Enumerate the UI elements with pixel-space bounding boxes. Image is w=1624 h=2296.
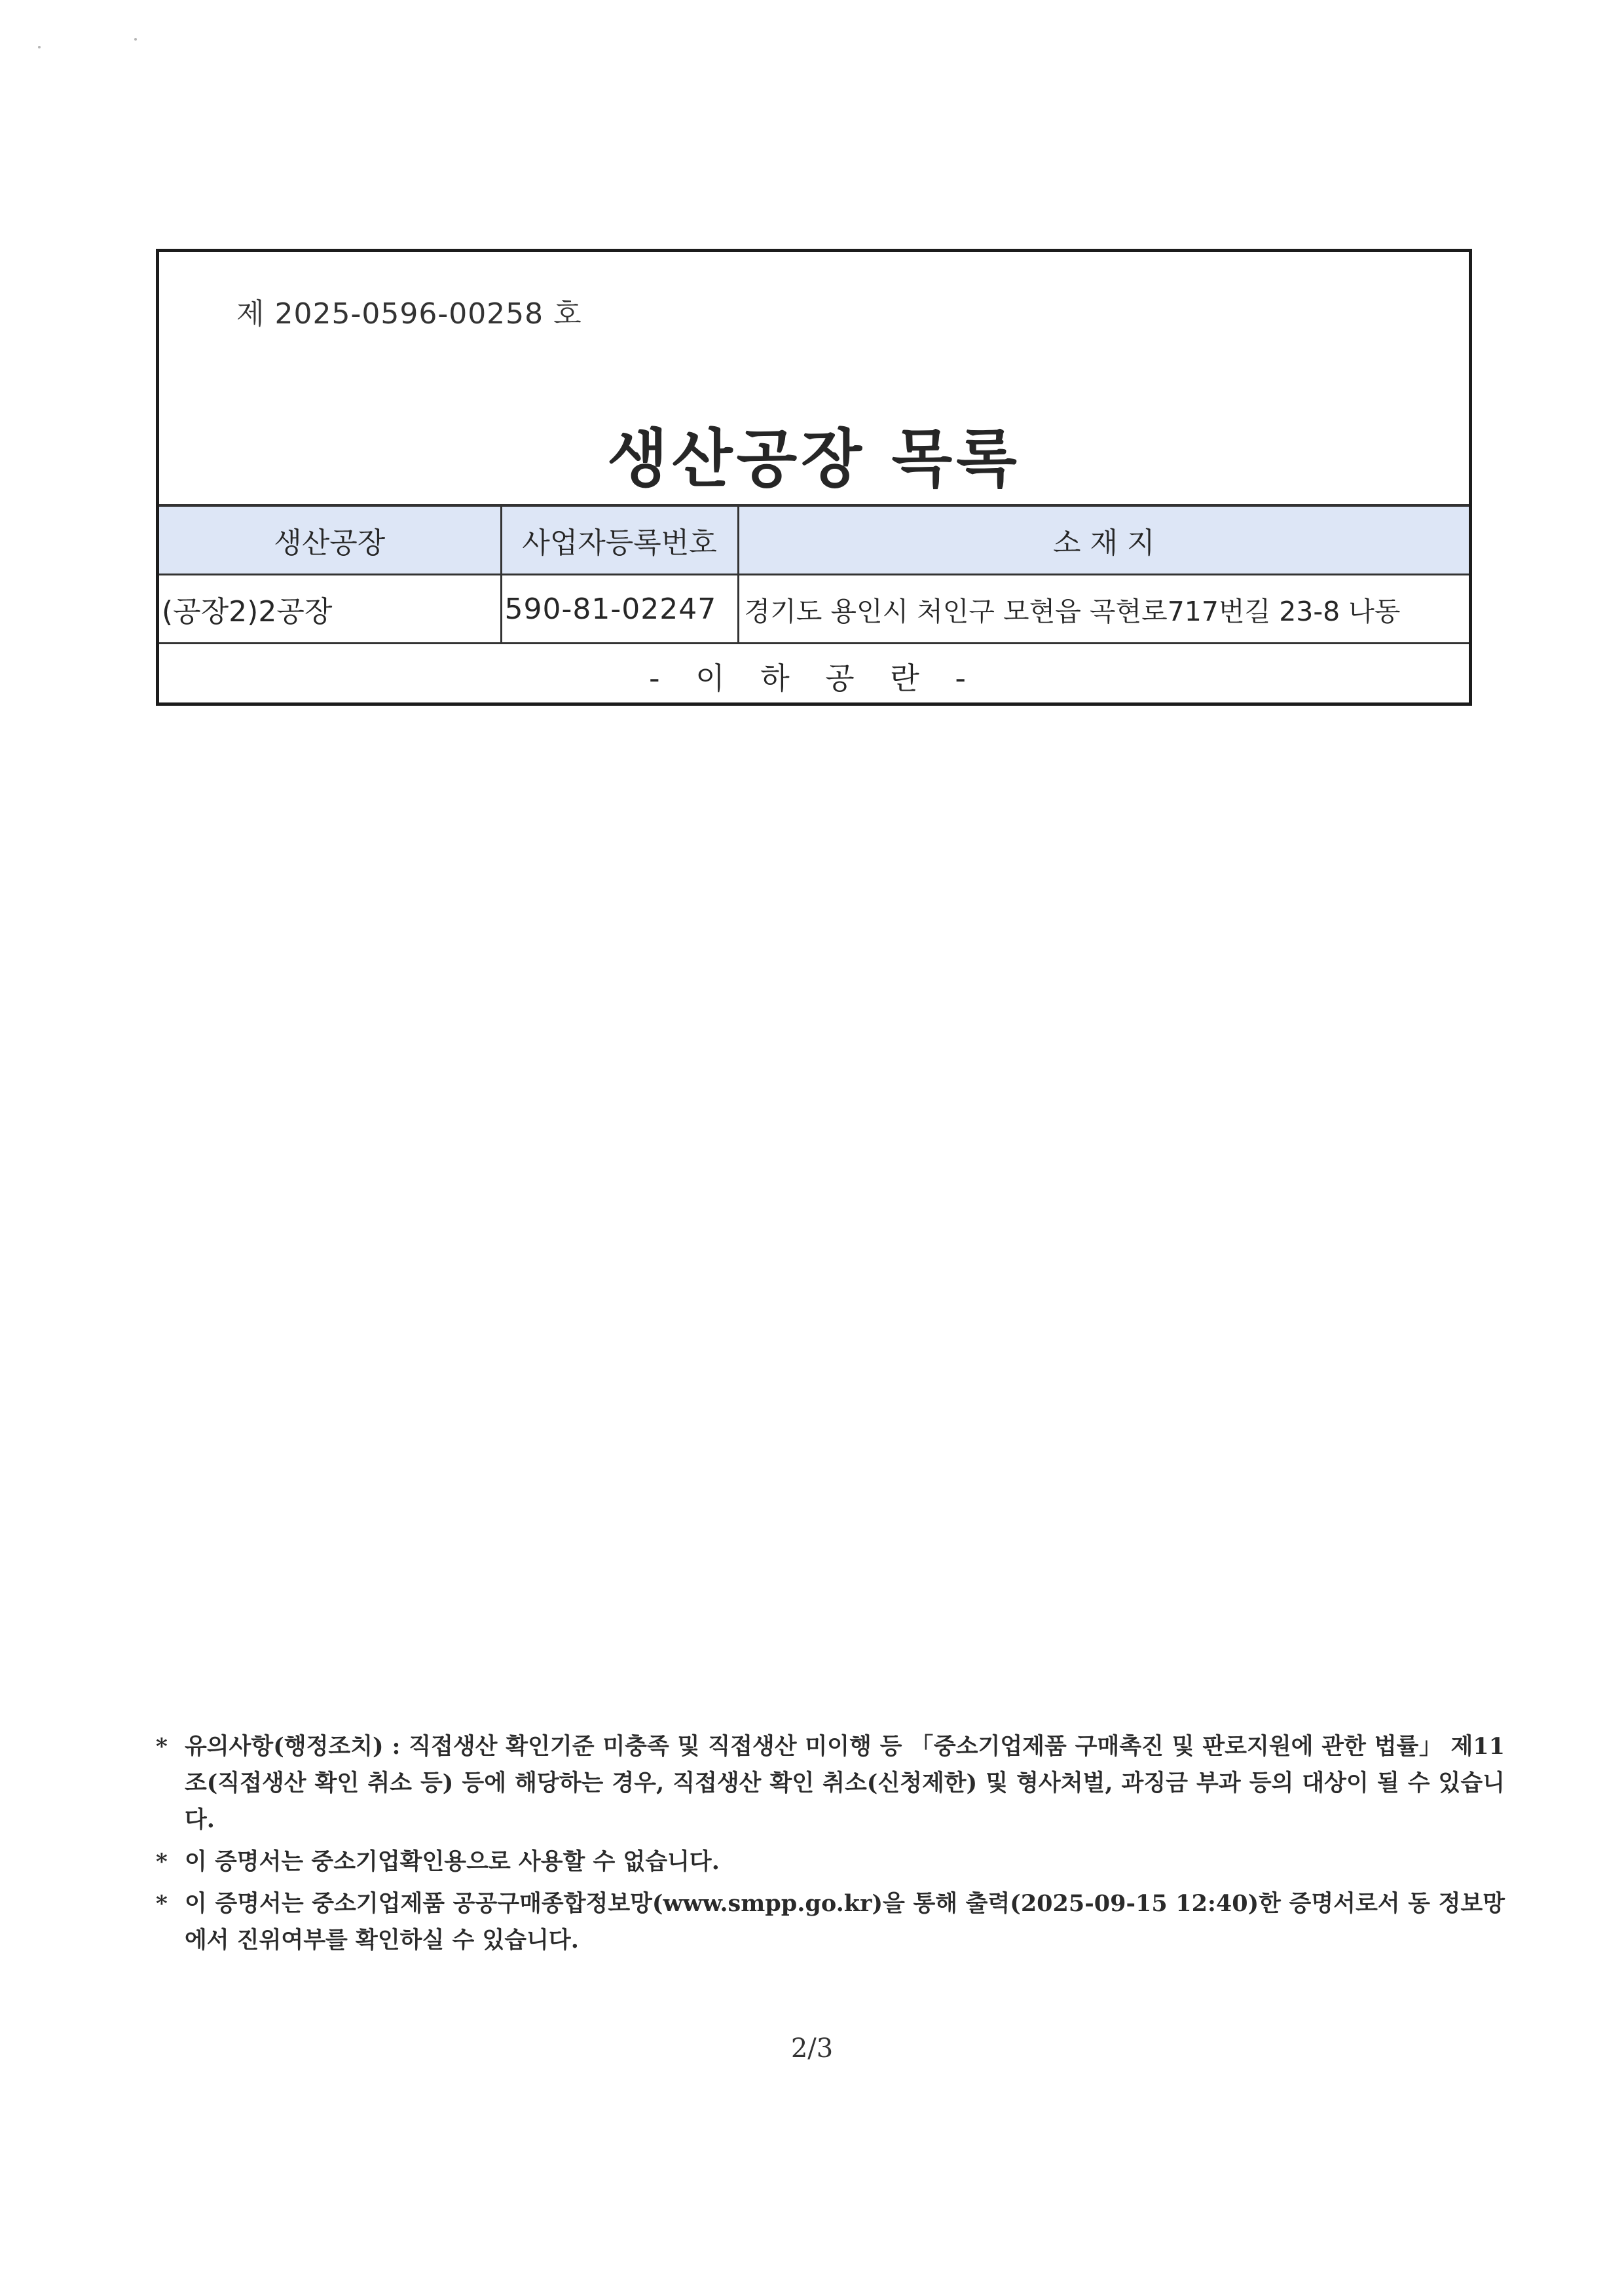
header-factory: 생산공장	[159, 505, 501, 575]
note-text: 이 증명서는 중소기업제품 공공구매종합정보망(www.smpp.go.kr)을 통해 출력(2025-09-15 12:40)한 증명서로서 동 정보망에서 진위여부를 확인하실 수 있습니다.	[185, 1890, 1505, 1954]
scan-speck	[134, 38, 137, 41]
note-item	[156, 1844, 1505, 1880]
table-header-row	[159, 505, 1469, 575]
scan-speck	[38, 46, 41, 48]
table-row	[159, 575, 1469, 644]
asterisk-icon: *	[156, 1849, 168, 1875]
page-number: 2/3	[790, 2033, 834, 2064]
note-item	[156, 1728, 1505, 1838]
asterisk-icon: *	[156, 1734, 168, 1760]
factory-address: 경기도 용인시 처인구 모현읍 곡현로717번길 23-8 나동	[738, 575, 1469, 644]
page-title: 생산공장 목록	[607, 422, 1021, 496]
header-address: 소 재 지	[738, 505, 1469, 575]
factory-list-box	[156, 249, 1472, 706]
asterisk-icon: *	[156, 1891, 168, 1917]
notes-section	[156, 1728, 1505, 1964]
blank-note: - 이 하 공 란 -	[159, 644, 1469, 709]
note-text: 유의사항(행정조치) : 직접생산 확인기준 미충족 및 직접생산 미이행 등 「중소기업제품 구매촉진 및 판로지원에 관한 법률」 제11조(직접생산 확인 취소 등) 등에 해당하는 경우, 직접생산 확인 취소(신청제한) 및 형사처벌, 과징금 부과 등의 대상이 될 수 있습니다.	[185, 1733, 1505, 1833]
factory-name: (공장2)2공장	[159, 575, 501, 644]
note-item	[156, 1886, 1505, 1959]
factory-table	[159, 504, 1469, 708]
registration-number: 590-81-02247	[501, 575, 738, 644]
note-text: 이 증명서는 중소기업확인용으로 사용할 수 없습니다.	[185, 1848, 720, 1875]
blank-row	[159, 644, 1469, 709]
certificate-number: 제 2025-0596-00258 호	[236, 297, 582, 331]
header-registration-number: 사업자등록번호	[501, 505, 738, 575]
